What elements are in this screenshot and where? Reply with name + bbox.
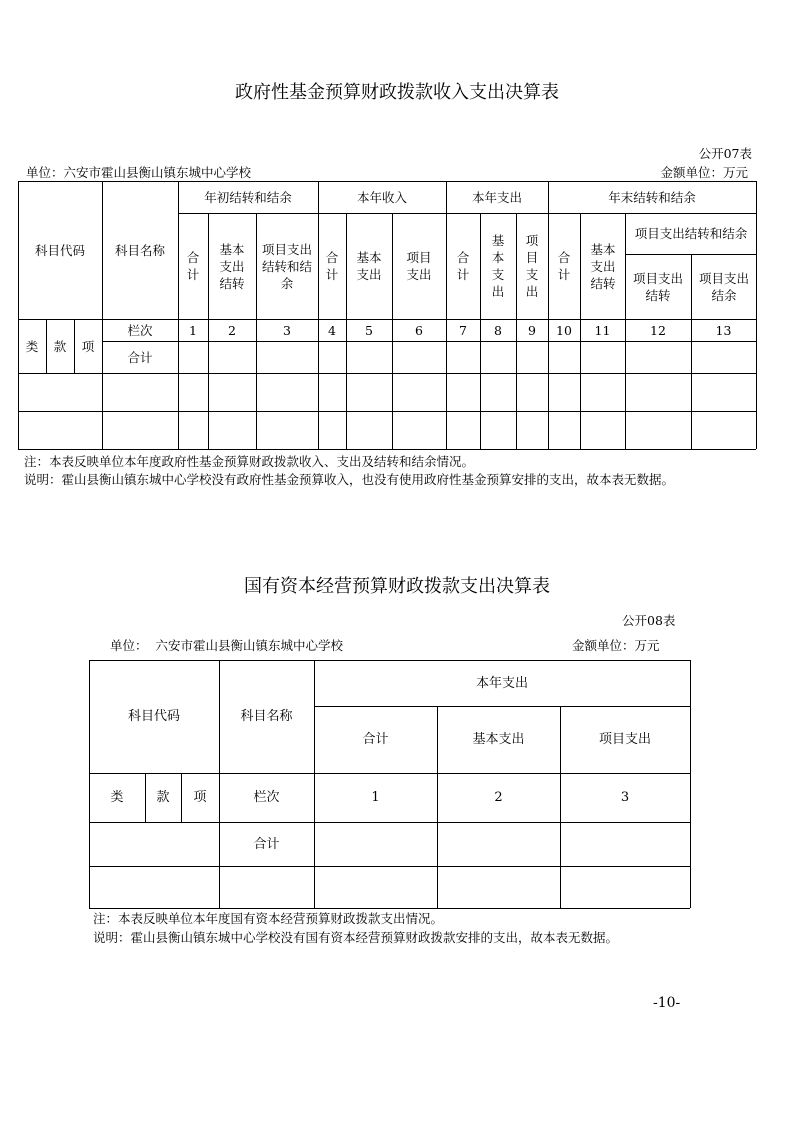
t1-header-expense-total: 合计	[456, 250, 470, 282]
t2-row-label: 栏次	[253, 790, 280, 805]
t1-col-number: 6	[415, 322, 423, 338]
t2-total-label: 合计	[253, 836, 280, 852]
t1-header-expense-basic: 基本支出	[491, 233, 505, 299]
t1-code-xiang: 项	[81, 338, 95, 354]
t1-header-end-basic-carry: 基本支出结转	[590, 241, 616, 291]
t2-code-xiang: 项	[193, 790, 207, 805]
t2-header-expense-group: 本年支出	[475, 675, 528, 691]
table2-form-number: 公开08表	[622, 613, 676, 628]
t1-col-number: 1	[189, 322, 197, 338]
t1-col-number: 9	[528, 322, 536, 338]
t1-col-number: 2	[228, 322, 236, 338]
t1-header-project-group: 项目支出结转和结余	[634, 226, 748, 241]
table1-explanation: 说明：霍山县衡山镇东城中心学校没有政府性基金预算收入，也没有使用政府性基金预算安排的支出，故本表无数据。	[24, 472, 675, 487]
t1-header-end-group: 年末结转和结余	[608, 189, 696, 205]
t2-header-subject-code: 科目代码	[127, 709, 180, 724]
table1-unit: 单位：六安市霍山县衡山镇东城中心学校	[26, 165, 252, 180]
t1-total-label: 合计	[127, 349, 153, 365]
t1-header-subject-name: 科目名称	[114, 242, 165, 258]
t1-code-kuan: 款	[53, 338, 67, 354]
page-number: -10-	[653, 995, 681, 1011]
t1-header-begin-group: 年初结转和结余	[204, 189, 292, 205]
t1-col-number: 13	[715, 322, 732, 338]
t1-header-end-total: 合计	[557, 250, 571, 282]
t2-col-number: 1	[371, 790, 380, 805]
t2-col-number: 2	[494, 790, 503, 805]
table2-amount-unit: 金额单位：万元	[572, 638, 660, 653]
t1-header-project-carry: 项目支出结转	[632, 270, 683, 303]
t1-header-project-balance: 项目支出结余	[698, 270, 749, 303]
table2-unit: 单位： 六安市霍山县衡山镇东城中心学校	[110, 638, 343, 653]
t1-header-begin-project-carry-balance: 项目支出结转和结余	[262, 241, 313, 291]
t1-code-lei: 类	[25, 338, 39, 354]
t1-col-number: 10	[556, 322, 572, 338]
table2-title: 国有资本经营预算财政拨款支出决算表	[244, 576, 550, 597]
table1-title: 政府性基金预算财政拨款收入支出决算表	[235, 82, 559, 103]
t1-header-income-basic: 基本支出	[356, 250, 382, 282]
t1-col-number: 5	[365, 322, 373, 338]
t2-col-number: 3	[620, 790, 630, 805]
t1-header-begin-basic-carry: 基本支出结转	[219, 241, 245, 291]
t1-col-number: 8	[494, 322, 502, 338]
table1-form-number: 公开07表	[698, 146, 752, 161]
t1-header-income-project: 项目支出	[406, 250, 432, 282]
t2-header-total: 合计	[362, 732, 389, 747]
t1-header-expense-project: 项目支出	[525, 233, 539, 299]
t1-col-number: 7	[459, 322, 467, 338]
table2-note: 注：本表反映单位本年度国有资本经营预算财政拨款支出情况。	[93, 911, 444, 926]
t1-col-number: 3	[283, 322, 291, 338]
table2-explanation: 说明：霍山县衡山镇东城中心学校没有国有资本经营预算财政拨款安排的支出，故本表无数据。	[93, 930, 619, 945]
t1-header-expense-group: 本年支出	[471, 189, 522, 205]
t1-header-income-group: 本年收入	[356, 189, 407, 205]
t1-header-income-total: 合计	[325, 250, 339, 282]
t1-col-number: 12	[650, 322, 666, 338]
table1-note: 注：本表反映单位本年度政府性基金预算财政拨款收入、支出及结转和结余情况。	[24, 454, 475, 469]
t1-header-subject-code: 科目代码	[34, 242, 85, 258]
t1-header-begin-total: 合计	[186, 250, 200, 282]
t1-col-number: 4	[328, 322, 336, 338]
t1-row-label: 栏次	[127, 322, 153, 338]
t2-header-subject-name: 科目名称	[240, 709, 293, 724]
t2-code-kuan: 款	[156, 790, 170, 805]
t2-header-project-expense: 项目支出	[598, 732, 651, 747]
t2-code-lei: 类	[110, 790, 124, 805]
t2-header-basic-expense: 基本支出	[472, 732, 525, 747]
t1-col-number: 11	[594, 322, 611, 338]
table1-amount-unit: 金额单位：万元	[660, 165, 748, 180]
